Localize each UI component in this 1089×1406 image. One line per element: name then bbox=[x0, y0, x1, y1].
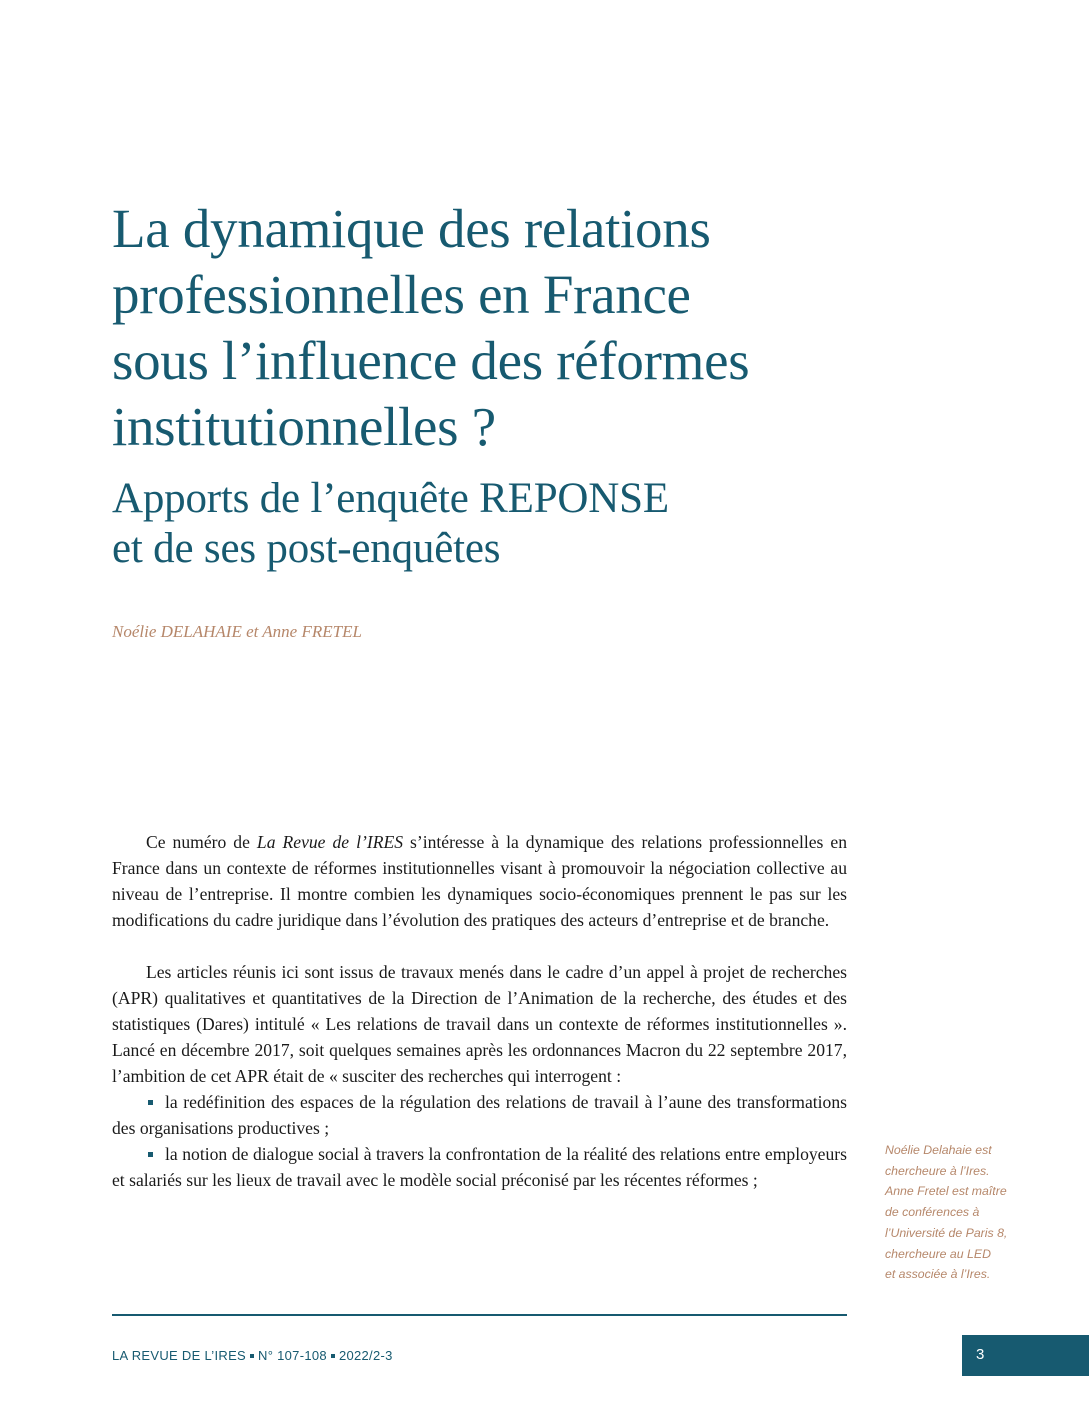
issue-number: N° 107-108 bbox=[258, 1348, 327, 1363]
title-line: institutionnelles ? bbox=[112, 396, 496, 457]
author-note-line: chercheure à l’Ires. bbox=[885, 1163, 990, 1178]
author-note-line: chercheure au LED bbox=[885, 1246, 991, 1261]
author-note-line: Anne Fretel est maître bbox=[885, 1184, 1007, 1199]
bullet-item bbox=[112, 1089, 847, 1141]
article-subtitle bbox=[112, 474, 872, 574]
title-line: sous l’influence des réformes bbox=[112, 330, 750, 391]
bullet-item bbox=[112, 1141, 847, 1193]
authors: Noélie DELAHAIE et Anne FRETEL bbox=[112, 622, 362, 641]
author-note-line: et associée à l’Ires. bbox=[885, 1267, 991, 1282]
bullet-text: la notion de dialogue social à travers la confrontation de la réalité des relations entre employeurs et salariés sur les lieux de travail avec le modèle social préconisé par les récentes réformes ; bbox=[112, 1144, 847, 1190]
paragraph-text: Ce numéro de bbox=[146, 832, 257, 852]
author-note-line: l’Université de Paris 8, bbox=[885, 1225, 1008, 1240]
footer-divider bbox=[112, 1314, 847, 1316]
page-number: 3 bbox=[976, 1346, 985, 1363]
paragraph-intro bbox=[112, 829, 847, 933]
square-bullet-icon bbox=[148, 1100, 153, 1105]
article-body bbox=[112, 829, 847, 1193]
title-line: La dynamique des relations bbox=[112, 198, 711, 259]
bullet-text: la redéfinition des espaces de la régulation des relations de travail à l’aune des transformations des organisations productives ; bbox=[112, 1092, 847, 1138]
paragraph-context: Les articles réunis ici sont issus de travaux menés dans le cadre d’un appel à projet de recherches (APR) qualitatives et quantitatives de la Direction de l’Animation de la recherche, des études et des statistiques (Dares) intitulé « Les relations de travail dans un contexte de réformes institutionnelles ». Lancé en décembre 2017, soit quelques semaines après les ordonnances Macron du 22 septembre 2017, l’ambition de cet APR était de « susciter des recherches qui interrogent : bbox=[112, 962, 847, 1086]
square-bullet-icon bbox=[148, 1152, 153, 1157]
author-note-line: Noélie Delahaie est bbox=[885, 1143, 992, 1157]
subtitle-line: et de ses post-enquêtes bbox=[112, 525, 501, 572]
separator-dot-icon bbox=[250, 1354, 254, 1358]
paragraph-text: s’intéresse à la dynamique des relations professionnelles en France dans un contexte de réformes institutionnelles visant à promouvoir la négociation collective au niveau de l’entreprise. Il montre combien les dynamiques socio-économiques prennent le pas sur les modifications du cadre juridique dans l’évolution des pratiques des acteurs d’entreprise et de branche. bbox=[112, 832, 847, 930]
separator-dot-icon bbox=[331, 1354, 335, 1358]
title-line: professionnelles en France bbox=[112, 264, 691, 325]
journal-name: LA REVUE DE L’IRES bbox=[112, 1348, 247, 1363]
issue-year: 2022/2-3 bbox=[338, 1348, 393, 1363]
article-title bbox=[112, 196, 892, 460]
page-number-box bbox=[962, 1335, 1089, 1376]
running-footer bbox=[112, 1348, 393, 1363]
journal-name-italic: La Revue de l’IRES bbox=[256, 832, 404, 852]
author-note bbox=[885, 1140, 1045, 1285]
subtitle-line: Apports de l’enquête REPONSE bbox=[112, 475, 669, 522]
author-note-line: de conférences à bbox=[885, 1205, 980, 1220]
